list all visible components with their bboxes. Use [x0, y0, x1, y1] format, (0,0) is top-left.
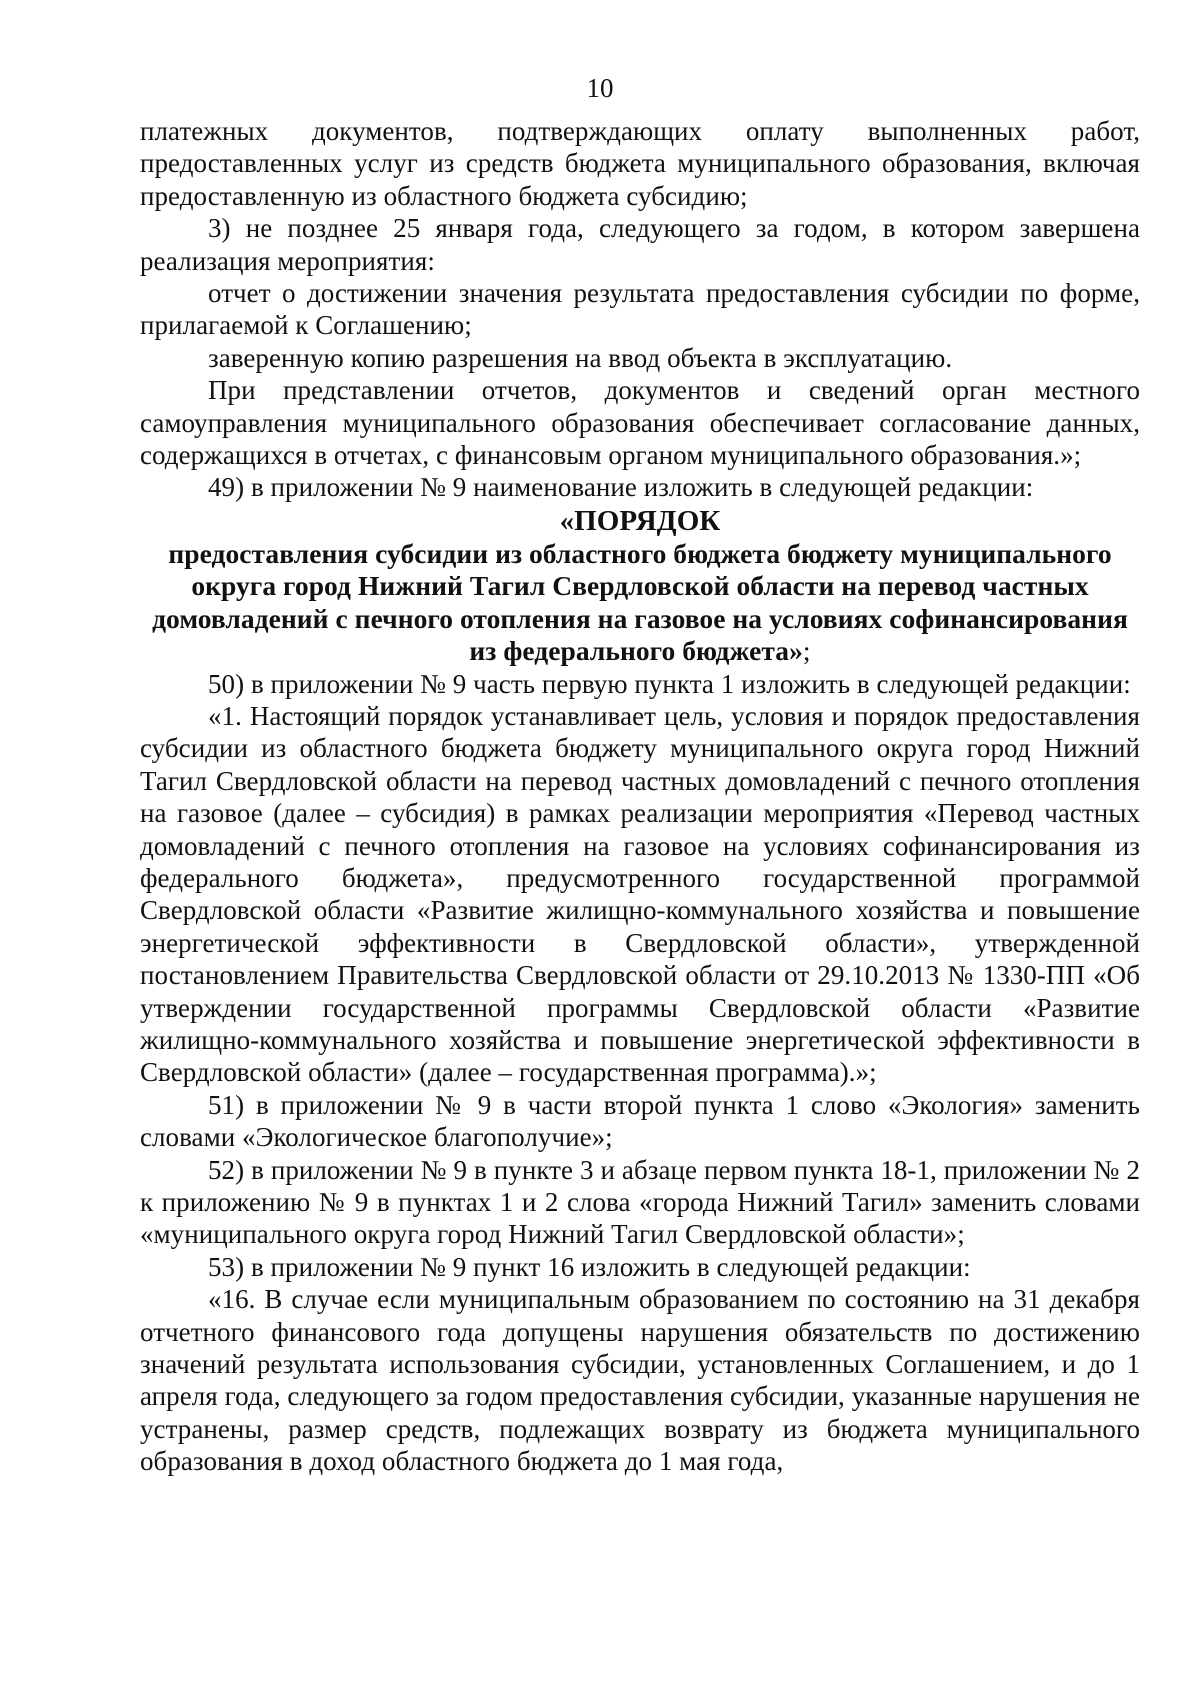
- paragraph: платежных документов, подтверждающих оплату выполненных работ, предоставленных услуг из средств бюджета муниципального образования, включая предоставленную из областного бюджета субсидию;: [140, 116, 1140, 211]
- paragraph: «16. В случае если муниципальным образованием по состоянию на 31 декабря отчетного финансового года допущены нарушения обязательств по достижению значений результата использования субсидии, установленных Соглашением, и до 1 апреля года, следующего за годом предоставления субсидии, указанные нарушения не устранены, размер средств, подлежащих возврату из бюджета муниципального образования в доход областного бюджета до 1 мая года,: [140, 1284, 1140, 1477]
- paragraph: 3) не позднее 25 января года, следующего за годом, в котором завершена реализация мероприятия:: [140, 213, 1140, 276]
- paragraph: 50) в приложении № 9 часть первую пункта 1 изложить в следующей редакции:: [208, 668, 1131, 699]
- document-body: [140, 115, 1140, 1478]
- page-number: 10: [586, 73, 614, 103]
- paragraph: При представлении отчетов, документов и сведений орган местного самоуправления муниципального образования обеспечивает согласование данных, содержащихся в отчетах, с финансовым органом муниципального образования.»;: [140, 375, 1140, 471]
- paragraph: 49) в приложении № 9 наименование изложить в следующей редакции:: [208, 472, 1034, 503]
- section-title: «ПОРЯДОК: [559, 504, 721, 537]
- section-subtitle: [140, 538, 1140, 668]
- paragraph: 53) в приложении № 9 пункт 16 изложить в следующей редакции:: [208, 1251, 971, 1282]
- paragraph: отчет о достижении значения результата предоставления субсидии по форме, прилагаемой к Соглашению;: [140, 278, 1140, 341]
- paragraph: «1. Настоящий порядок устанавливает цель, условия и порядок предоставления субсидии из областного бюджета бюджету муниципального округа город Нижний Тагил Свердловской области на перевод частных домовладений с печного отопления на газовое (далее – субсидия) в рамках реализации мероприятия «Перевод частных домовладений с печного отопления на газовое на условиях софинансирования из федерального бюджета», предусмотренного государственной программой Свердловской области «Развитие жилищно-коммунального хозяйства и повышение энергетической эффективности в Свердловской области», утвержденной постановлением Правительства Свердловской области от 29.10.2013 № 1330-ПП «Об утверждении государственной программы Свердловской области «Развитие жилищно-коммунального хозяйства и повышение энергетической эффективности в Свердловской области» (далее – государственная программа).»;: [140, 700, 1140, 1088]
- paragraph: 51) в приложении № 9 в части второй пункта 1 слово «Экология» заменить словами «Экологическое благополучие»;: [140, 1089, 1140, 1153]
- section-subtitle-tail: ;: [802, 635, 811, 667]
- section-subtitle-text: предоставления субсидии из областного бюджета бюджету муниципального округа город Нижний Тагил Свердловской области на перевод частных домовладений с печного отопления на газовое на условиях софинансирования из федерального бюджета»: [152, 537, 1128, 667]
- paragraph: заверенную копию разрешения на ввод объекта в эксплуатацию.: [208, 342, 953, 373]
- paragraph: 52) в приложении № 9 в пункте 3 и абзаце первом пункта 18-1, приложении № 2 к приложению № 9 в пунктах 1 и 2 слова «города Нижний Тагил» заменить словами «муниципального округа город Нижний Тагил Свердловской области»;: [140, 1154, 1140, 1250]
